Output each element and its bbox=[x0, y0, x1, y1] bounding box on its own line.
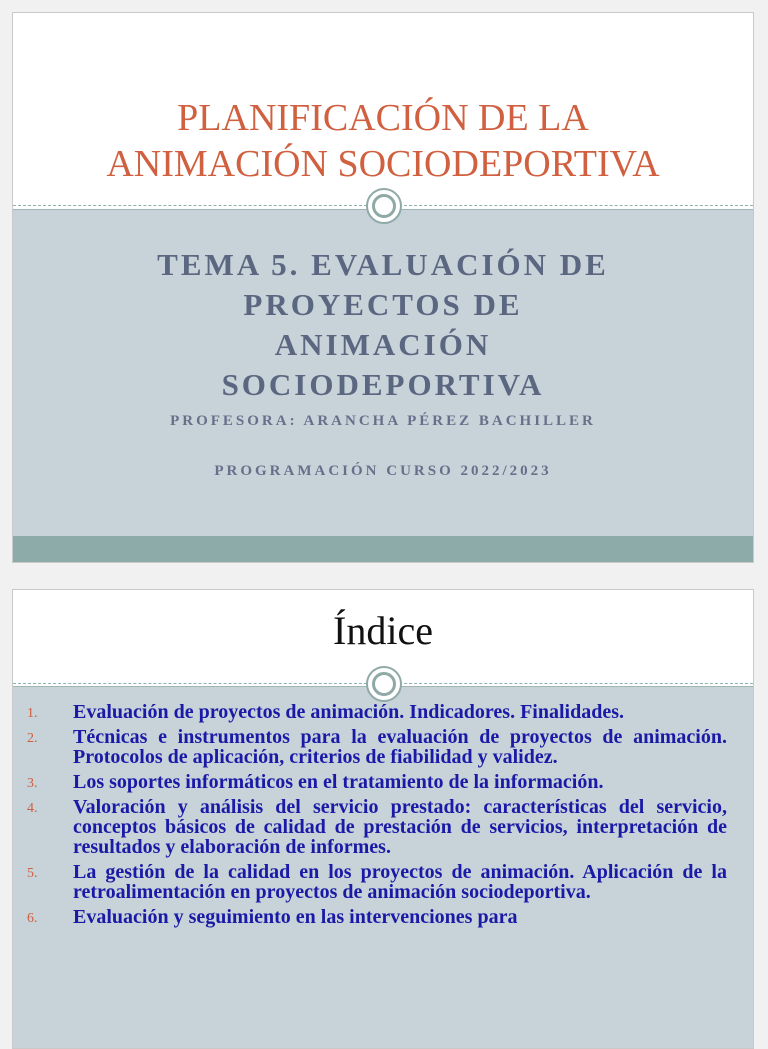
index-list bbox=[27, 702, 727, 932]
list-item bbox=[27, 797, 727, 857]
item-text: Técnicas e instrumentos para la evaluación de proyectos de animación. Protocolos de aplicación, criterios de fiabilidad y validez. bbox=[73, 726, 727, 768]
list-item bbox=[27, 702, 727, 722]
topic-line-1: TEMA 5. EVALUACIÓN DE bbox=[157, 247, 609, 282]
course-label: PROGRAMACIÓN CURSO 2022/2023 bbox=[214, 463, 552, 479]
item-number: 6. bbox=[27, 911, 38, 926]
list-item bbox=[27, 772, 727, 792]
item-text: Valoración y análisis del servicio prestado: características del servicio, conceptos básicos de calidad de prestación de servicios, interpretación de resultados y elaboración de informes. bbox=[73, 796, 727, 858]
title-line-1: PLANIFICACIÓN DE LA bbox=[177, 97, 589, 139]
item-text: La gestión de la calidad en los proyectos de animación. Aplicación de la retroalimentación en proyectos de animación sociodeportiva. bbox=[73, 861, 727, 903]
topic-line-3: ANIMACIÓN bbox=[274, 327, 492, 362]
list-item bbox=[27, 907, 727, 927]
item-number: 3. bbox=[27, 776, 38, 791]
item-text: Los soportes informáticos en el tratamiento de la información. bbox=[73, 771, 604, 793]
title-line-2: ANIMACIÓN SOCIODEPORTIVA bbox=[106, 143, 660, 185]
item-number: 2. bbox=[27, 731, 38, 746]
index-title: Índice bbox=[333, 608, 433, 653]
topic-line-4: SOCIODEPORTIVA bbox=[221, 367, 545, 402]
topic-title bbox=[43, 245, 723, 405]
circle-ornament-icon bbox=[366, 188, 402, 224]
item-number: 4. bbox=[27, 801, 38, 816]
item-number: 5. bbox=[27, 866, 38, 881]
list-item bbox=[27, 727, 727, 767]
list-item bbox=[27, 862, 727, 902]
item-text: Evaluación y seguimiento en las intervenciones para bbox=[73, 906, 518, 928]
item-text: Evaluación de proyectos de animación. Indicadores. Finalidades. bbox=[73, 701, 624, 723]
slide-index bbox=[12, 589, 754, 1049]
circle-ornament-icon bbox=[366, 666, 402, 702]
presentation-title bbox=[13, 95, 753, 187]
slide-title bbox=[12, 12, 754, 563]
topic-line-2: PROYECTOS DE bbox=[243, 287, 523, 322]
professor-name: PROFESORA: ARANCHA PÉREZ BACHILLER bbox=[170, 413, 596, 429]
item-number: 1. bbox=[27, 706, 38, 721]
bottom-strip bbox=[13, 536, 753, 562]
